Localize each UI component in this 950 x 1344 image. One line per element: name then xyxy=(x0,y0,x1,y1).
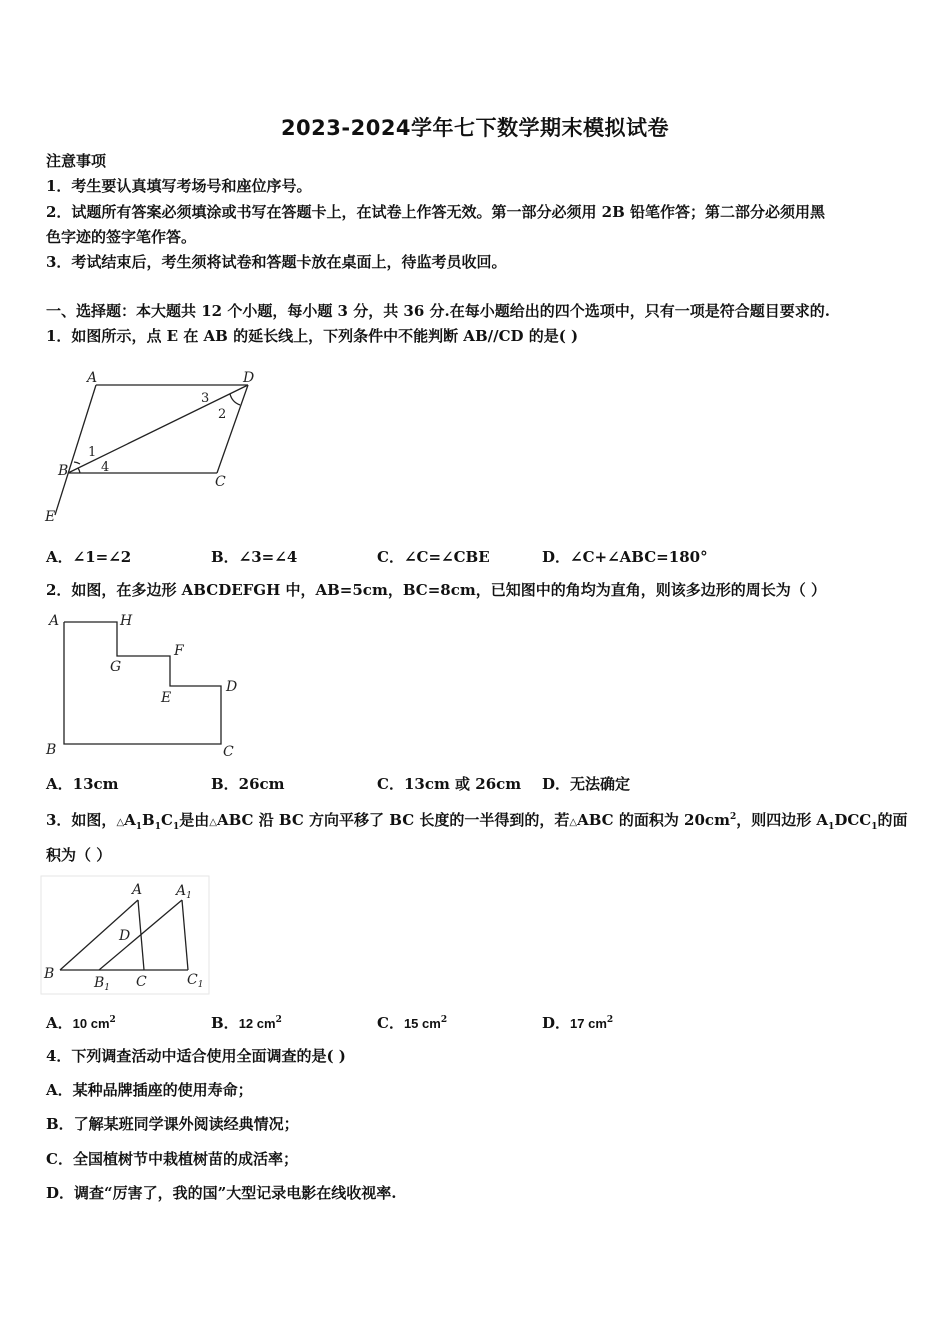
q2-label-g: G xyxy=(110,659,122,675)
q1-label-c: C xyxy=(215,474,226,490)
q2-label-d: D xyxy=(226,679,238,695)
q4-option-d: D．调查“厉害了，我的国”大型记录电影在线收视率. xyxy=(46,1184,397,1202)
q4-option-c: C．全国植树节中栽植树苗的成活率； xyxy=(46,1150,298,1168)
q1-option-d: D．∠C+∠ABC=180° xyxy=(542,548,708,566)
q2-option-a: A．13cm xyxy=(46,775,119,793)
notice-item-3: 3．考试结束后，考生须将试卷和答题卡放在桌面上，待监考员收回。 xyxy=(46,253,507,271)
q2-option-b: B．26cm xyxy=(211,775,285,793)
notice-item-2: 2．试题所有答案必须填涂或书写在答题卡上，在试卷上作答无效。第一部分必须用 2B 铅笔作答；第二部分必须用黑 xyxy=(46,203,826,221)
notice-heading: 注意事项 xyxy=(46,152,107,170)
q2-figure xyxy=(40,610,250,762)
q3-option-a: A．10 $cm^2$ xyxy=(46,1014,116,1032)
q2-label-f: F xyxy=(174,643,184,659)
q2-option-d: D．无法确定 xyxy=(542,775,631,793)
q3-label-c1: $C_1$ xyxy=(187,972,204,990)
q2-stem: 2．如图，在多边形 ABCDEFGH 中，AB=5cm，BC=8cm，已知图中的角均为直角，则该多边形的周长为（ ） xyxy=(46,581,826,599)
q3-figure xyxy=(40,875,210,995)
q2-label-c: C xyxy=(223,744,234,760)
q2-label-h: H xyxy=(120,613,133,629)
q1-stem: 1．如图所示，点 E 在 AB 的延长线上，下列条件中不能判断 AB//CD 的是( ) xyxy=(46,327,579,345)
q2-label-e: E xyxy=(161,690,172,706)
section-heading: 一、选择题：本大题共 12 个小题，每小题 3 分，共 36 分.在每小题给出的四个选项中，只有一项是符合题目要求的. xyxy=(46,302,830,320)
q1-angle-1: 1 xyxy=(88,445,97,460)
q1-option-c: C．∠C=∠CBE xyxy=(377,548,490,566)
q1-option-b: B．∠3=∠4 xyxy=(211,548,298,566)
q3-label-c: C xyxy=(136,974,147,990)
q2-label-b: B xyxy=(46,742,57,758)
q3-label-a1: $A_1$ xyxy=(176,883,192,901)
page-title: 2023-2024学年七下数学期末模拟试卷 xyxy=(280,116,670,140)
q1-angle-4: 4 xyxy=(101,460,110,475)
q1-label-e: E xyxy=(45,509,56,525)
q1-angle-3: 3 xyxy=(201,391,210,406)
q1-label-a: A xyxy=(87,370,98,386)
q3-label-d: D xyxy=(119,928,131,944)
q2-option-c: C．13cm 或 26cm xyxy=(377,775,522,793)
q1-label-b: B xyxy=(58,463,69,479)
q1-label-d: D xyxy=(243,370,255,386)
notice-item-1: 1．考生要认真填写考场号和座位序号。 xyxy=(46,177,312,195)
q2-label-a: A xyxy=(49,613,60,629)
q3-label-a: A xyxy=(132,882,143,898)
notice-item-2-cont: 色字迹的签字笔作答。 xyxy=(46,228,197,246)
q3-option-c: C．15 $cm^2$ xyxy=(377,1014,448,1032)
q3-label-b: B xyxy=(44,966,55,982)
q3-option-d: D．17 $cm^2$ xyxy=(542,1014,614,1032)
q1-figure xyxy=(40,365,270,530)
q1-option-a: A．∠1=∠2 xyxy=(46,548,132,566)
q3-label-b1: $B_1$ xyxy=(94,975,111,993)
q3-option-b: B．12 $cm^2$ xyxy=(211,1014,282,1032)
q1-angle-2: 2 xyxy=(218,407,227,422)
q4-option-a: A．某种品牌插座的使用寿命； xyxy=(46,1081,253,1099)
q4-stem: 4．下列调查活动中适合使用全面调查的是( ) xyxy=(46,1047,346,1065)
q4-option-b: B．了解某班同学课外阅读经典情况； xyxy=(46,1115,299,1133)
q3-stem: 3．如图，$\triangle A_1B_1C_1$是由△ABC 沿 BC 方向平移了 BC 长度的一半得到的，若△ABC 的面积为 $20cm^2$，则四边形 $A_1DCC_1$的面 xyxy=(46,811,908,832)
q3-stem-line2: 积为（ ） xyxy=(46,846,112,864)
